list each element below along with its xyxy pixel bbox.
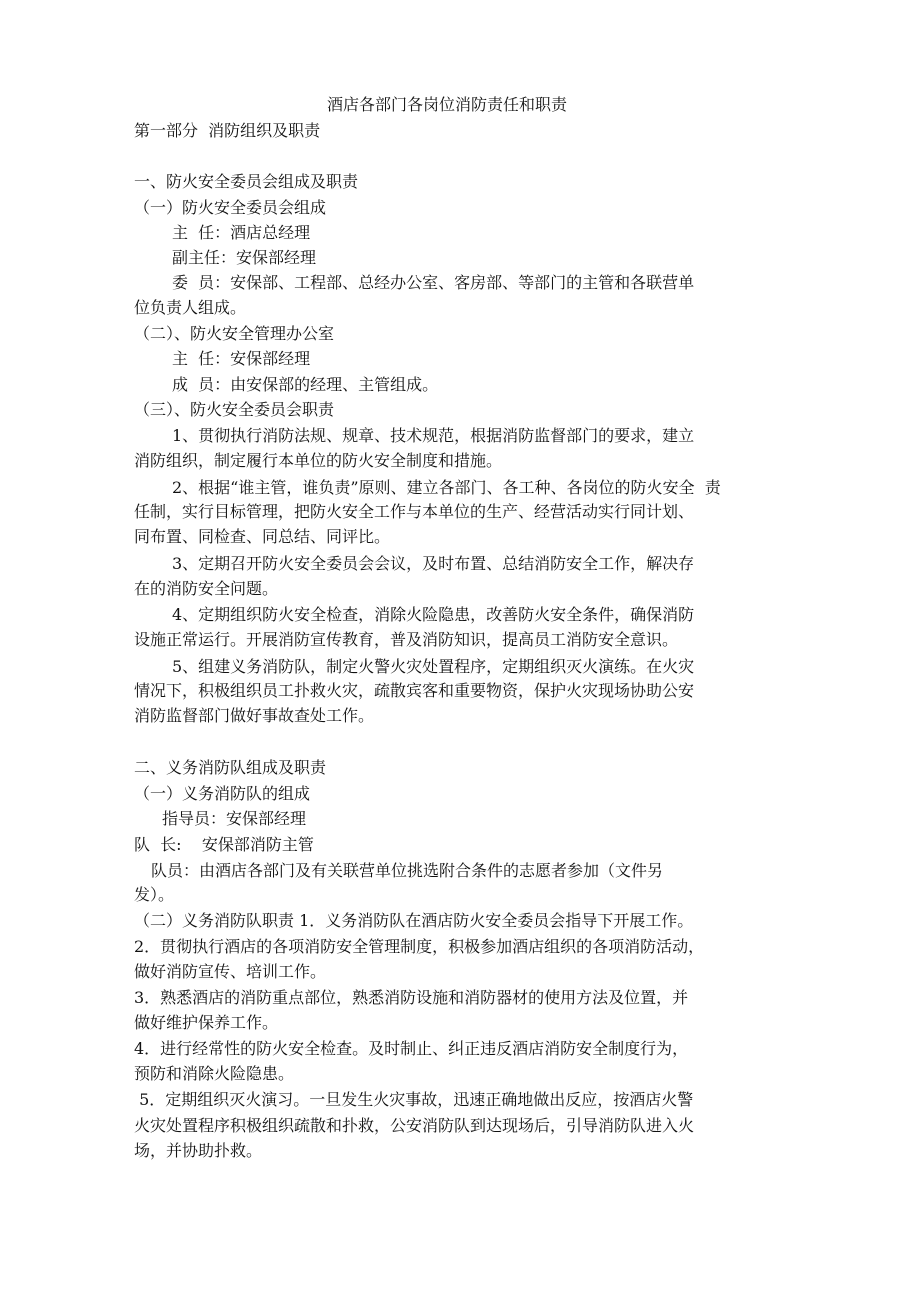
paragraph-line: 4．进行经常性的防火安全检查。及时制止、纠正违反酒店消防安全制度行为， [134, 1039, 689, 1058]
subsection-heading: （一）防火安全委员会组成 [134, 198, 327, 217]
paragraph-line: 消防监督部门做好事故查处工作。 [134, 706, 375, 725]
subsection-heading: （三）、防火安全委员会职责 [134, 400, 335, 419]
document-title: 酒店各部门各岗位消防责任和职责 [327, 95, 568, 114]
paragraph-line: 火灾处置程序积极组织疏散和扑救，公安消防队到达现场后，引导消防队进入火 [134, 1116, 695, 1135]
subsection-heading: （一）义务消防队的组成 [134, 784, 311, 803]
paragraph-line: 2．贯彻执行酒店的各项消防安全管理制度，积极参加酒店组织的各项消防活动， [134, 937, 705, 956]
paragraph-line: 发）。 [134, 885, 175, 904]
paragraph-line: 指导员：安保部经理 [162, 809, 307, 828]
paragraph-line: 队员：由酒店各部门及有关联营单位挑选附合条件的志愿者参加（文件另 [151, 861, 664, 880]
paragraph-line: 做好维护保养工作。 [134, 1013, 279, 1032]
paragraph-line: 1、贯彻执行消防法规、规章、技术规范，根据消防监督部门的要求，建立 [172, 426, 695, 445]
paragraph-line: 5、组建义务消防队，制定火警火灾处置程序，定期组织灭火演练。在火灾 [172, 657, 695, 676]
paragraph-line: 3、定期召开防火安全委员会会议，及时布置、总结消防安全工作，解决存 [172, 554, 695, 573]
paragraph-line: 同布置、同检查、同总结、同评比。 [134, 527, 391, 546]
paragraph-line: 预防和消除火险隐患。 [134, 1064, 295, 1083]
subsection-heading: （二）、防火安全管理办公室 [134, 324, 335, 343]
part-heading: 第一部分 消防组织及职责 [134, 121, 321, 140]
paragraph-line: 设施正常运行。开展消防宣传教育，普及消防知识，提高员工消防安全意识。 [134, 630, 679, 649]
section-heading: 二、义务消防队组成及职责 [134, 758, 327, 777]
paragraph-line: 队 长: 安保部消防主管 [134, 835, 314, 854]
paragraph-line: 消防组织，制定履行本单位的防火安全制度和措施。 [134, 451, 503, 470]
paragraph-line: 5．定期组织灭火演习。一旦发生火灾事故，迅速正确地做出反应，按酒店火警 [134, 1090, 694, 1109]
paragraph-line: 场，并协助扑救。 [134, 1141, 263, 1160]
subsection-heading: （二）义务消防队职责 1．义务消防队在酒店防火安全委员会指导下开展工作。 [134, 911, 694, 930]
paragraph-line: 4、定期组织防火安全检查，消除火险隐患，改善防火安全条件，确保消防 [172, 605, 695, 624]
section-heading: 一、防火安全委员会组成及职责 [134, 172, 359, 191]
paragraph-line: 主 任：安保部经理 [172, 349, 311, 368]
paragraph-line: 在的消防安全问题。 [134, 579, 279, 598]
paragraph-line: 任制，实行目标管理，把防火安全工作与本单位的生产、经营活动实行同计划、 [134, 502, 695, 521]
paragraph-line: 做好消防宣传、培训工作。 [134, 962, 327, 981]
paragraph-line: 委 员：安保部、工程部、总经办公室、客房部、等部门的主管和各联营单 [172, 273, 695, 292]
paragraph-line: 位负责人组成。 [134, 298, 247, 317]
paragraph-line: 副主任：安保部经理 [172, 248, 317, 267]
paragraph-line: 成 员：由安保部的经理、主管组成。 [172, 375, 439, 394]
paragraph-line: 主 任：酒店总经理 [172, 223, 311, 242]
paragraph-line: 3．熟悉酒店的消防重点部位，熟悉消防设施和消防器材的使用方法及位置，并 [134, 988, 689, 1007]
paragraph-line: 2、根据“谁主管，谁负责”原则、建立各部门、各工种、各岗位的防火安全 责 [172, 478, 721, 497]
paragraph-line: 情况下，积极组织员工扑救火灾，疏散宾客和重要物资，保护火灾现场协助公安 [134, 681, 695, 700]
